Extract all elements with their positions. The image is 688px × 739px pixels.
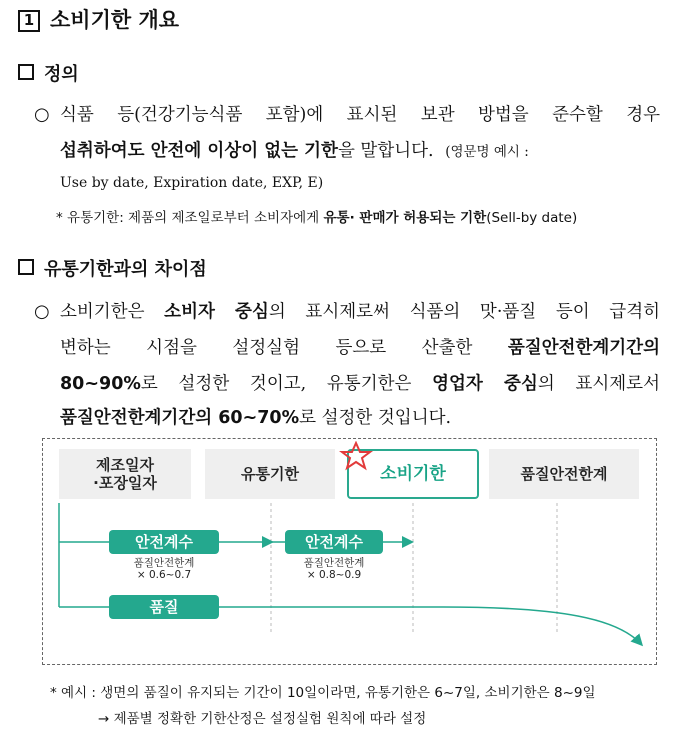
definition-note: * 유통기한: 제품의 제조일로부터 소비자에게 유통· 판매가 허용되는 기한(Sell-by date) [56,210,578,226]
difference-line-4: 품질안전한계기간의 60~70%로 설정한 것입니다. [60,408,452,428]
safety-factor-caption-1: 품질안전한계 × 0.6~0.7 [133,557,195,581]
definition-bold: 섭취하여도 안전에 이상이 없는 기한 [60,141,338,161]
definition-line-1: 식품 등(건강기능식품 포함)에 표시된 보관 방법을 준수할 경우 [60,105,660,125]
difference-heading [18,255,207,281]
difference-line-3: 80~90%로 설정한 것이고, 유통기한은 영업자 중심의 표시제로서 [60,374,660,394]
section-number: 1 [18,10,40,32]
definition-heading-text: 정의 [44,64,79,85]
definition-line-3: Use by date, Expiration date, EXP, E) [60,175,324,191]
safety-factor-pill-2: 안전계수 [285,530,383,554]
page-title-text: 소비기한 개요 [50,8,180,32]
header-manufacture-date: 제조일자 ·포장일자 [59,449,191,499]
quality-pill: 품질 [109,595,219,619]
circle-bullet-icon: ○ [34,104,50,125]
definition-heading [18,60,79,86]
header-use-by-date: 소비기한 [347,449,479,499]
header-sell-by-date: 유통기한 [205,449,335,499]
page-title [18,4,179,34]
circle-bullet-icon: ○ [34,301,50,322]
checkbox-square-icon [18,64,34,80]
difference-line-1: 소비기한은 소비자 중심의 표시제로써 식품의 맛·품질 등이 급격히 [60,302,661,322]
difference-line-2: 변하는 시점을 설정실험 등으로 산출한 품질안전한계기간의 [60,338,660,358]
definition-line-2: 섭취하여도 안전에 이상이 없는 기한을 말합니다. (영문명 예시 : [60,141,529,161]
safety-factor-caption-2: 품질안전한계 × 0.8~0.9 [303,557,365,581]
safety-factor-pill-1: 안전계수 [109,530,219,554]
footer-arrow-note: → 제품별 정확한 기한산정은 설정실험 원칙에 따라 설정 [98,711,427,727]
checkbox-square-icon [18,259,34,275]
footer-example: * 예시 : 생면의 품질이 유지되는 기간이 10일이라면, 유통기한은 6~7일, 소비기한은 8~9일 [50,685,596,701]
header-quality-safety-limit: 품질안전한계 [489,449,639,499]
expiry-diagram [42,438,657,665]
difference-heading-text: 유통기한과의 차이점 [44,259,207,280]
